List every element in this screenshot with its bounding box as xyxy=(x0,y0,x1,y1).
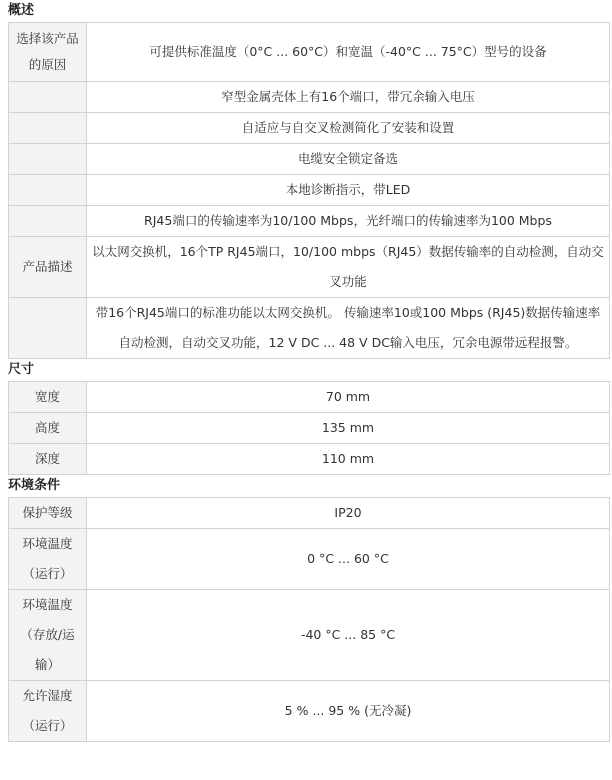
table-row xyxy=(9,113,610,144)
section-title-dimensions: 尺寸 xyxy=(8,362,35,377)
protection-label: 保护等级 xyxy=(9,498,87,529)
empty-label xyxy=(9,144,87,175)
table-row xyxy=(9,529,610,590)
empty-label xyxy=(9,82,87,113)
dimensions-table xyxy=(8,381,610,475)
table-row xyxy=(9,237,610,298)
table-row xyxy=(9,444,610,475)
humidity-value: 5 % ... 95 % (无冷凝) xyxy=(87,681,610,742)
height-label: 高度 xyxy=(9,413,87,444)
table-row xyxy=(9,413,610,444)
depth-value: 110 mm xyxy=(87,444,610,475)
empty-label xyxy=(9,113,87,144)
feature-item: 电缆安全锁定备选 xyxy=(87,144,610,175)
table-row xyxy=(9,23,610,82)
reason-value: 可提供标准温度（0°C ... 60°C）和宽温（-40°C ... 75°C）型号的设备 xyxy=(87,23,610,82)
depth-label: 深度 xyxy=(9,444,87,475)
feature-item: 本地诊断指示，带LED xyxy=(87,175,610,206)
table-row xyxy=(9,382,610,413)
height-value: 135 mm xyxy=(87,413,610,444)
desc-label: 产品描述 xyxy=(9,237,87,298)
protection-value: IP20 xyxy=(87,498,610,529)
empty-label xyxy=(9,298,87,359)
temp-operating-label: 环境温度（运行） xyxy=(9,529,87,590)
table-row xyxy=(9,681,610,742)
table-row xyxy=(9,498,610,529)
temp-storage-value: -40 °C ... 85 °C xyxy=(87,590,610,681)
overview-table xyxy=(8,22,610,359)
table-row xyxy=(9,590,610,681)
feature-item: RJ45端口的传输速率为10/100 Mbps，光纤端口的传输速率为100 Mbps xyxy=(87,206,610,237)
reason-label: 选择该产品的原因 xyxy=(9,23,87,82)
temp-storage-label: 环境温度（存放/运输） xyxy=(9,590,87,681)
feature-item: 窄型金属壳体上有16个端口，带冗余输入电压 xyxy=(87,82,610,113)
temp-operating-value: 0 °C ... 60 °C xyxy=(87,529,610,590)
empty-label xyxy=(9,206,87,237)
humidity-label: 允许湿度（运行） xyxy=(9,681,87,742)
feature-item: 自适应与自交叉检测简化了安装和设置 xyxy=(87,113,610,144)
section-title-overview: 概述 xyxy=(8,3,35,18)
empty-label xyxy=(9,175,87,206)
table-row xyxy=(9,175,610,206)
desc-value: 以太网交换机，16个TP RJ45端口，10/100 mbps（RJ45）数据传输率的自动检测，自动交叉功能 xyxy=(87,237,610,298)
table-row xyxy=(9,82,610,113)
section-title-environment: 环境条件 xyxy=(8,478,61,493)
long-desc-value: 带16个RJ45端口的标准功能以太网交换机。 传输速率10或100 Mbps (RJ45)数据传输速率自动检测，自动交叉功能，12 V DC ... 48 V DC输入电压，冗余电源带远程报警。 xyxy=(87,298,610,359)
environment-table xyxy=(8,497,610,742)
table-row xyxy=(9,144,610,175)
table-row xyxy=(9,298,610,359)
table-row xyxy=(9,206,610,237)
width-value: 70 mm xyxy=(87,382,610,413)
width-label: 宽度 xyxy=(9,382,87,413)
